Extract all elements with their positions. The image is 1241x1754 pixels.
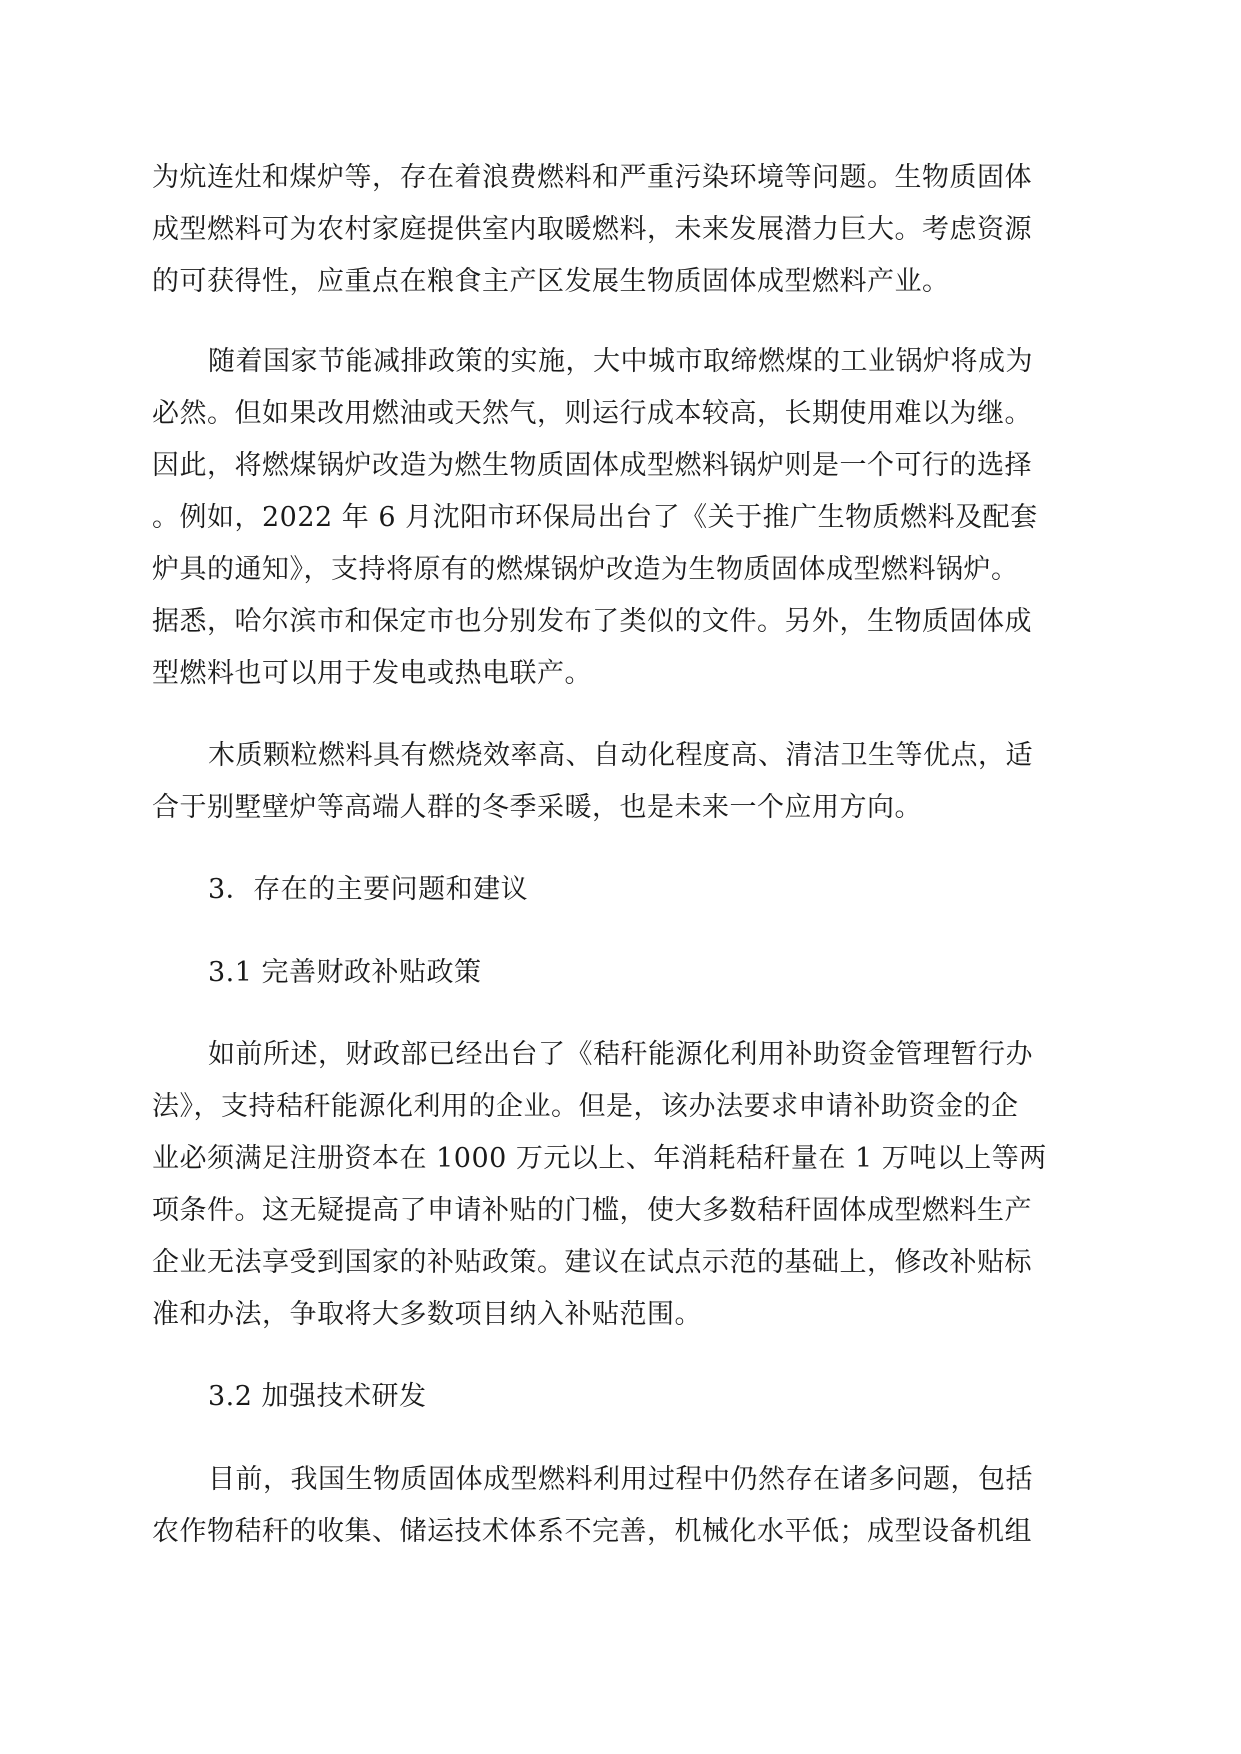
text-line: 农作物秸秆的收集、储运技术体系不完善，机械化水平低；成型设备机组 [152, 1516, 1032, 1547]
text-line: 炉具的通知》，支持将原有的燃煤锅炉改造为生物质固体成型燃料锅炉。 [152, 554, 1019, 585]
text-line: 型燃料也可以用于发电或热电联产。 [152, 658, 592, 689]
section-heading-3-1 [152, 947, 1092, 999]
paragraph-wood-pellets [152, 730, 1092, 834]
section-heading-3 [152, 864, 1092, 916]
text-line: 成型燃料可为农村家庭提供室内取暖燃料，未来发展潜力巨大。考虑资源 [152, 214, 1032, 245]
text-line: 随着国家节能减排政策的实施，大中城市取缔燃煤的工业锅炉将成为 [208, 346, 1033, 377]
text-line: 准和办法，争取将大多数项目纳入补贴范围。 [152, 1299, 702, 1330]
text-line: 业必须满足注册资本在 1000 万元以上、年消耗秸秆量在 1 万吨以上等两 [152, 1143, 1047, 1174]
text-line: 必然。但如果改用燃油或天然气，则运行成本较高，长期使用难以为继。 [152, 398, 1032, 429]
paragraph-tech-research [152, 1454, 1092, 1558]
text-line: 。例如，2022 年 6 月沈阳市环保局出台了《关于推广生物质燃料及配套 [152, 502, 1038, 533]
text-line: 为炕连灶和煤炉等，存在着浪费燃料和严重污染环境等问题。生物质固体 [152, 162, 1032, 193]
text-line: 合于别墅壁炉等高端人群的冬季采暖，也是未来一个应用方向。 [152, 792, 922, 823]
text-line: 企业无法享受到国家的补贴政策。建议在试点示范的基础上，修改补贴标 [152, 1247, 1032, 1278]
text-line: 目前，我国生物质固体成型燃料利用过程中仍然存在诸多问题，包括 [208, 1464, 1033, 1495]
paragraph-industrial-boilers [152, 336, 1092, 700]
paragraph-subsidy [152, 1029, 1092, 1341]
text-line: 木质颗粒燃料具有燃烧效率高、自动化程度高、清洁卫生等优点，适 [208, 740, 1033, 771]
paragraph-rural-heating [152, 152, 1092, 308]
text-line: 法》，支持秸秆能源化利用的企业。但是，该办法要求申请补助资金的企 [152, 1091, 1019, 1122]
text-line: 据悉，哈尔滨市和保定市也分别发布了类似的文件。另外，生物质固体成 [152, 606, 1032, 637]
text-line: 项条件。这无疑提高了申请补贴的门槛，使大多数秸秆固体成型燃料生产 [152, 1195, 1032, 1226]
text-line: 如前所述，财政部已经出台了《秸秆能源化利用补助资金管理暂行办 [208, 1039, 1033, 1070]
text-line: 因此，将燃煤锅炉改造为燃生物质固体成型燃料锅炉则是一个可行的选择 [152, 450, 1032, 481]
section-heading-3-2 [152, 1371, 1092, 1423]
text-line: 的可获得性，应重点在粮食主产区发展生物质固体成型燃料产业。 [152, 266, 950, 297]
subsection-heading: 3.2 加强技术研发 [208, 1381, 427, 1412]
subsection-heading: 3.1 完善财政补贴政策 [208, 957, 482, 988]
section-heading: 3．存在的主要问题和建议 [208, 874, 529, 905]
